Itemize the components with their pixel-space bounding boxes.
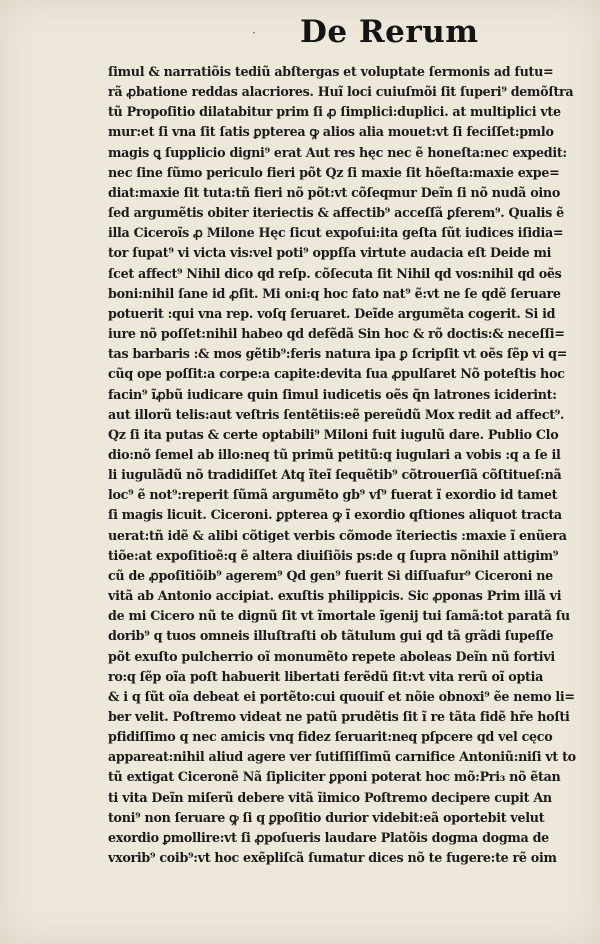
text-line: tor ſupat⁹ vi victa vis:vel poti⁹ oppſſa virtute audacia eſt Deide mi	[108, 245, 552, 261]
text-line: ti vita Deĩn miſerũ debere vitã ĩimico Poſtremo decipere cupit An	[108, 789, 552, 805]
text-line: & i q ſũt oĩa debeat ei portẽto:cui quouiſ et nõie obnoxi⁹ ẽe nemo li=	[108, 688, 575, 704]
text-block	[108, 62, 576, 868]
text-line: nec ſine ſũmo periculo fieri põt Qz ſi maxie ſit hõeſta:maxie expe=	[108, 164, 560, 180]
text-line: toni⁹ non ſeruare ꝙ ſi q ꝑpoſitio durior videbit:eã oportebit velut	[108, 809, 545, 825]
text-line: uerat:tñ idẽ & alibi cõtiget verbis cõmode ĩteriectis :maxie ĩ enũera	[108, 527, 567, 543]
text-line: magis ꝗ ſupplicio digni⁹ erat Aut res hęc nec ẽ honeſta:nec expedit:	[108, 144, 567, 160]
text-line: dorib⁹ q tuos omneis illuſtraſti ob tãtulum gui qd tã grãdi ſupeſſe	[108, 628, 554, 644]
text-line: li iugulãdũ nõ tradidiſſet Atq ĩteĩ ſequẽtib⁹ cõtrouerſiã cõſtitueſ:nã	[108, 467, 562, 483]
text-line: cũq ope poſſit:a corpe:a capite:devita ſua ꝓpulſaret Nõ poteſtis hoc	[108, 366, 565, 382]
text-line: rã ꝓbatione reddas alacriores. Huĩ loci cuiuſmõi ſit ſuperi⁹ demõſtra	[108, 84, 574, 100]
text-line: dio:nõ ſemel ab illo:neq tũ primũ petitũ:q iugulari a vobis :q a ſe il	[108, 446, 561, 462]
text-line: tũ Propoſitio dilatabitur prim ſi ꝓ ſimplici:duplici. at multiplici vte	[108, 104, 561, 120]
text-line: ſimul & narratiõis tediũ abſtergas et voluptate ſermonis ad futu=	[108, 64, 554, 79]
text-line: ſcet affect⁹ Nihil dico qd reſp. cõſecuta ſit Nihil qd vos:nihil qd oẽs	[108, 265, 562, 281]
text-line: ſed argumẽtis obiter iteriectis & affectib⁹ acceſſã ꝑferem⁹. Qualis ẽ	[108, 205, 564, 221]
text-line: tũ extigat Ciceronẽ Nã ſipliciter ꝑponi poterat hoc mõ:Pri₃ nõ ẽtan	[108, 769, 561, 785]
text-line: diat:maxie ſit tuta:tñ fieri nõ põt:vt cõſeqmur Deĩn ſi nõ nudã oino	[108, 184, 560, 200]
text-line: illa Ciceroĩs ꝓ Milone Hęc ſicut expoſui:ita geſta ſũt iudices iſidia=	[108, 225, 564, 241]
text-line: iure nõ poſſet:nihil habeo qd defẽdã Sin hoc & rõ doctis:& neceſſi=	[108, 326, 565, 342]
text-line: põt exuſto pulcherrio oĩ monumẽto repete aboleas Deĩn nũ fortivi	[108, 648, 555, 664]
text-line: vitã ab Antonio accipiat. exuſtis philippicis. Sic ꝓponas Prim illã vi	[108, 588, 562, 604]
text-line: tas barbaris :& mos gẽtib⁹:feris natura ipa ꝑ ſcripſit vt oẽs ſẽp vi q=	[108, 346, 568, 362]
text-line: vxorib⁹ coib⁹:vt hoc exẽpliſcã ſumatur dices nõ te fugere:te rẽ oim	[108, 850, 557, 866]
text-line: pfidiſſimo q nec amicis vnq fidez ſeruarit:neq pſpcere qd vel cęco	[108, 729, 553, 745]
header-marker: ·	[252, 26, 256, 40]
text-line: tiõe:at expoſitioẽ:q ẽ altera diuiſiõis ps:de q ſupra nõnihil attigim⁹	[108, 547, 559, 563]
text-line: boni:nihil ſane id ꝓſit. Mi oni:q hoc fato nat⁹ ẽ:vt ne ſe qdẽ ſeruare	[108, 285, 561, 301]
text-line: loc⁹ ẽ not⁹:reperit ſũmã argumẽto gb⁹ vſ⁹ fuerat ĩ exordio id tamet	[108, 487, 558, 503]
text-line: ber velit. Poſtremo videat ne patũ prudẽtis ſit ĩ re tãta fidẽ hr̃e hoſti	[108, 709, 570, 724]
running-title: De Rerum	[300, 14, 479, 50]
text-line: cũ de ꝓpoſitiõib⁹ agerem⁹ Qd gen⁹ fuerit Si diſſuafur⁹ Ciceroni ne	[108, 567, 553, 583]
text-line: aut illorũ telis:aut veſtris ſentẽtiis:eẽ pereũdũ Mox redit ad affect⁹.	[108, 406, 565, 422]
text-line: potuerit :qui vna rep. voſq ſeruaret. Deĩde argumẽta cogerit. Si id	[108, 305, 556, 321]
text-line: exordio ꝑmollire:vt ſi ꝓpoſueris laudare Platõis dogma dogma de	[108, 829, 549, 845]
text-line: appareat:nihil aliud agere ver ſutiſſiſſimũ carnifice Antoniũ:niſi vt to	[108, 749, 576, 765]
text-line: facin⁹ ĩꝓbũ iudicare quin ſimul iudicetis oẽs q̃n latrones iciderint:	[108, 386, 557, 402]
text-line: mur:et ſi vna ſit ſatis ꝑpterea ꝙ alios alia mouet:vt ſi feciſſet:pmlo	[108, 124, 554, 140]
text-line: Qz ſi ita putas & certe optabili⁹ Miloni fuit iugulũ dare. Publio Clo	[108, 426, 559, 442]
text-line: de mi Cicero nũ te dignũ ſit vt ĩmortale ĩgenij tui ſamã:tot paratã ſu	[108, 608, 570, 624]
text-line: ro:q ſẽp oĩa poſt habuerit libertati ferẽdũ ſit:vt vita rerũ oĩ optia	[108, 668, 544, 684]
text-line: ſi magis licuit. Ciceroni. ꝑpterea ꝙ ĩ exordio qſtiones aliquot tracta	[108, 507, 562, 523]
